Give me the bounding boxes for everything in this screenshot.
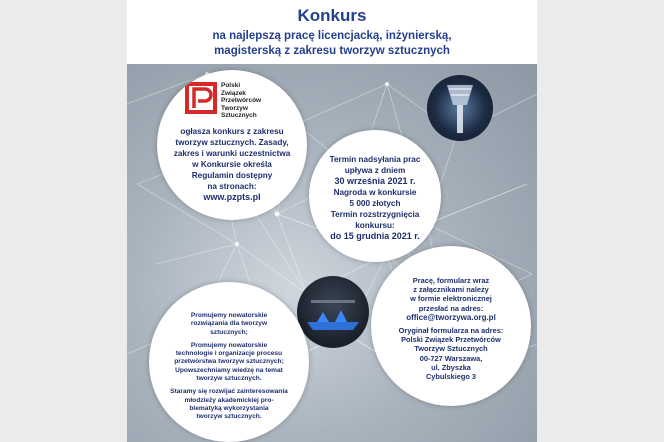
contest-poster: [127, 0, 537, 442]
poster-subtitle-line1: na najlepszą pracę licencjacką, inżynierską,: [212, 30, 452, 42]
poster-title: Konkurs: [297, 6, 367, 25]
promo-text: Promujemy nowatorskie rozwiązania dla tworzyw sztucznych; Promujemy nowatorskie technologie i organizacje procesu przetwórstwa tworzyw sztucznych; Upowszechniamy wiedzę na temat tworzyw sztucznych. Staramy się rozwijać zainteresowania młodzieży akademickiej pro- blematyką wykorzystania tworzyw sztucznych.: [170, 312, 288, 421]
website-link: www.pzpts.pl: [203, 192, 261, 202]
circle-announcement: [157, 70, 307, 220]
poster-header: [127, 0, 537, 64]
announcement-text: ogłasza konkurs z zakresu tworzyw sztucznych. Zasady, zakres i warunki uczestnictwa w Konkursie określa Regulamin dostępny na stronach: www.pzpts.pl: [163, 126, 301, 203]
email-link: office@tworzywa.org.pl: [406, 312, 496, 322]
circle-contact: [371, 246, 531, 406]
machine-photo: [427, 75, 493, 141]
contact-text: Pracę, formularz wraz z załącznikami należy w formie elektronicznej przesłać na adres: office@tworzywa.org.pl Oryginał formularza na adres: Polski Związek Przetwórców Tworzyw Sztucznych 00-727 Warszawa, ul. Zbyszka Cybulskiego 3: [379, 276, 523, 381]
logo-text: Polski Związek Przetwórców Tworzyw Sztucznych: [221, 82, 262, 119]
dates-text: Termin nadsyłania prac upływa z dniem 30 września 2021 r. Nagroda w konkursie 5 000 złotych Termin rozstrzygnięcia konkursu: do 15 grudnia 2021 r.: [329, 155, 421, 241]
circle-dates: [309, 130, 441, 262]
poster-subtitle-line2: magisterską z zakresu tworzyw sztucznych: [214, 45, 450, 57]
pzpts-logo-icon: [185, 82, 217, 114]
printer-photo: [297, 276, 369, 348]
circle-promo: [149, 282, 309, 442]
